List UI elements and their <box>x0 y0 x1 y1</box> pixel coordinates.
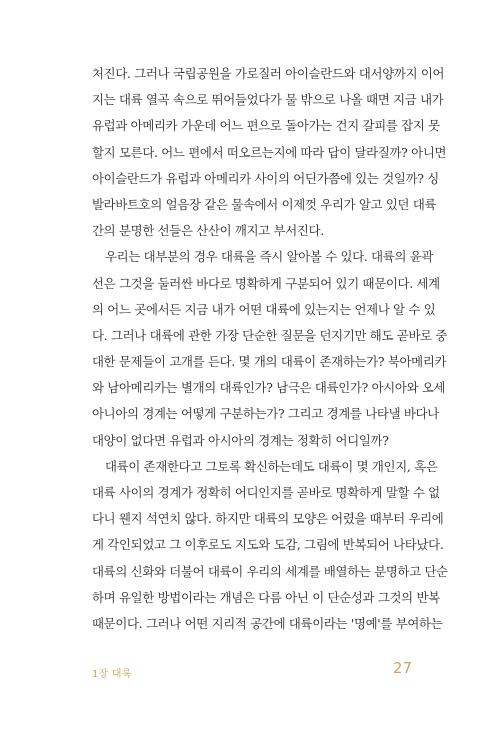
text-line: 선은 그것을 둘러싼 바다로 명확하게 구분되어 있기 때문이다. 세계 <box>92 275 440 291</box>
text-line: 대륙 사이의 경계가 정확히 어디인지를 곧바로 명확하게 말할 수 없 <box>92 485 440 500</box>
text-line: 간의 분명한 선들은 산산이 깨지고 부서진다. <box>92 223 324 239</box>
text-line: 유럽과 아메리카 가운데 어느 편으로 돌아가는 건지 갈피를 잡지 못 <box>92 118 440 134</box>
text-line: 의 어느 곳에서든 지금 내가 어떤 대륙에 있는지는 언제나 알 수 있 <box>92 301 436 317</box>
text-line: 대륙의 신화와 더불어 대륙이 우리의 세계를 배열하는 분명하고 단순 <box>92 563 448 579</box>
text-line: 게 각인되었고 그 이후로도 지도와 도감, 그림에 반복되어 나타났다. <box>92 537 444 553</box>
text-line: 때문이다. 그러나 어떤 지리적 공간에 대륙이라는 '명예'를 부여하는 <box>92 615 443 631</box>
text-line: 대한 문제들이 고개를 든다. 몇 개의 대륙이 존재하는가? 북아메리카 <box>92 354 447 370</box>
text-line: 할지 모른다. 어느 편에서 떠오르는지에 따라 답이 달라질까? 아니면 <box>92 144 447 160</box>
text-line: 아이슬란드가 유럽과 아메리카 사이의 어딘가쯤에 있는 것일까? 싱 <box>92 170 439 186</box>
text-line: 다니 웬지 석연치 않다. 하지만 대륙의 모양은 어렸을 때부터 우리에 <box>92 511 444 527</box>
running-footer-chapter: 1장 대륙 <box>92 669 132 680</box>
text-line: 대륙이 존재한다고 그토록 확신하는데도 대륙이 몇 개인지, 혹은 <box>105 458 438 474</box>
text-line: 하며 유일한 방법이라는 개념은 다름 아닌 이 단순성과 그것의 반복 <box>92 589 440 605</box>
page-number: 27 <box>392 659 412 677</box>
text-line: 처진다. 그러나 국립공원을 가로질러 아이슬란드와 대서양까지 이어 <box>92 66 445 81</box>
text-line: 와 남아메리카는 별개의 대륙인가? 남극은 대륙인가? 아시아와 오세 <box>92 380 446 396</box>
text-line: 발라바트호의 얼음장 같은 물속에서 이제껏 우리가 알고 있던 대륙 <box>92 196 437 212</box>
text-line: 우리는 대부분의 경우 대륙을 즉시 알아볼 수 있다. 대륙의 윤곽 <box>105 249 434 265</box>
text-line: 다. 그러나 대륙에 관한 가장 단순한 질문을 던지기만 해도 곧바로 중 <box>92 327 448 343</box>
body-text <box>92 61 448 637</box>
text-line: 지는 대륙 열곡 속으로 뛰어들었다가 물 밖으로 나올 때면 지금 내가 <box>92 92 444 108</box>
text-line: 대양이 없다면 유럽과 아시아의 경계는 정확히 어디일까? <box>92 432 389 448</box>
text-line: 아니아의 경계는 어떻게 구분하는가? 그리고 경계를 나타낼 바다나 <box>92 406 439 422</box>
